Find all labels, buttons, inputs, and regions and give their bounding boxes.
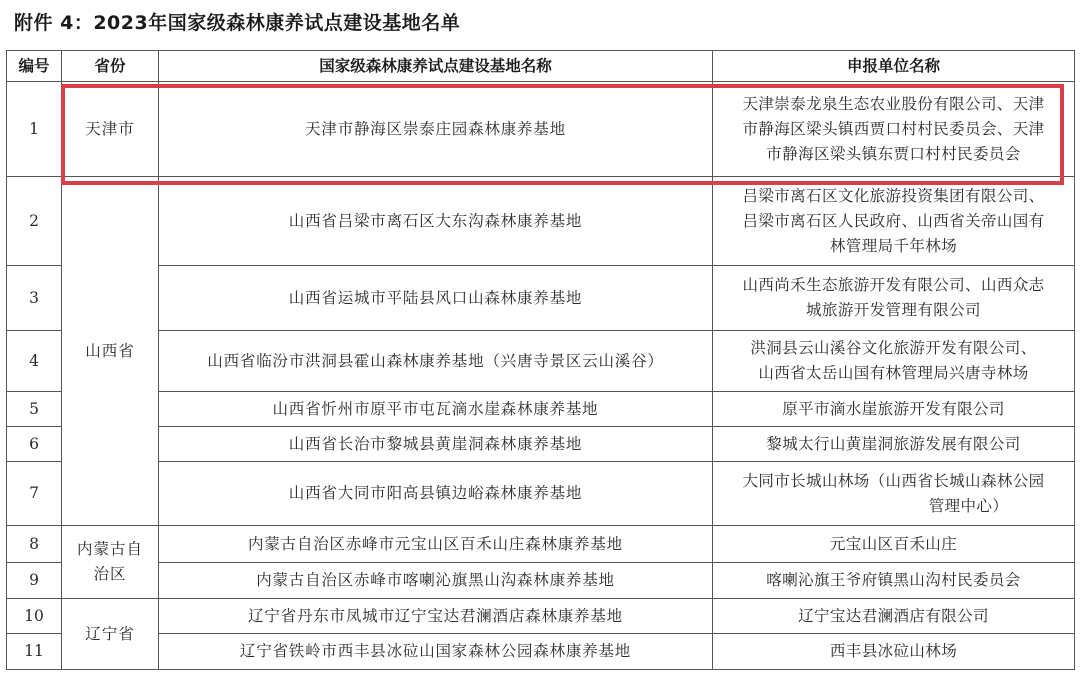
applicant-line: 林管理局千年林场	[829, 236, 958, 255]
row-base-name: 山西省吕梁市离石区大东沟森林康养基地	[159, 177, 713, 266]
row-applicant	[713, 526, 1075, 563]
applicant-line: 山西尚禾生态旅游开发有限公司、山西众志	[742, 276, 1045, 294]
row-base-name: 天津市静海区崇泰庄园森林康养基地	[159, 82, 713, 177]
row-base-name: 山西省临汾市洪洞县霍山森林康养基地（兴唐寺景区云山溪谷）	[159, 331, 713, 392]
row-province: 山西省	[62, 177, 159, 526]
row-applicant	[713, 427, 1075, 462]
table-row	[7, 427, 1075, 462]
table-header-row	[7, 51, 1075, 82]
row-num: 3	[7, 266, 62, 331]
row-base-name: 辽宁省丹东市凤城市辽宁宝达君澜酒店森林康养基地	[159, 599, 713, 634]
header-num: 编号	[7, 51, 62, 82]
header-applicant: 申报单位名称	[713, 51, 1075, 82]
province-line: 内蒙古自	[76, 540, 143, 558]
row-base-name: 山西省运城市平陆县风口山森林康养基地	[159, 266, 713, 331]
row-num: 10	[7, 599, 62, 634]
row-province	[62, 526, 159, 599]
row-num: 4	[7, 331, 62, 392]
header-province: 省份	[62, 51, 159, 82]
applicant-line: 辽宁宝达君澜酒店有限公司	[798, 606, 989, 625]
row-num: 11	[7, 634, 62, 670]
base-list-table	[6, 50, 1075, 670]
row-applicant	[713, 331, 1075, 392]
applicant-line: 天津崇泰龙泉生态农业股份有限公司、天津	[742, 94, 1045, 113]
applicant-line: 市静海区梁头镇西贾口村村民委员会、天津	[742, 119, 1045, 138]
row-num: 5	[7, 392, 62, 427]
applicant-line: 喀喇沁旗王爷府镇黑山沟村民委员会	[766, 571, 1021, 589]
row-applicant	[713, 599, 1075, 634]
table-row	[7, 634, 1075, 670]
table-row	[7, 266, 1075, 331]
row-applicant	[713, 634, 1075, 670]
applicant-line: 城旅游开发管理有限公司	[806, 301, 981, 319]
row-num: 7	[7, 462, 62, 526]
applicant-line: 洪洞县云山溪谷文化旅游开发有限公司、	[750, 339, 1037, 357]
province-line: 治区	[93, 565, 127, 583]
table-row	[7, 331, 1075, 392]
table-row	[7, 563, 1075, 599]
applicant-line: 元宝山区百禾山庄	[829, 534, 958, 553]
row-base-name: 辽宁省铁岭市西丰县冰砬山国家森林公园森林康养基地	[159, 634, 713, 670]
applicant-line: 吕梁市离石区文化旅游投资集团有限公司、	[742, 186, 1045, 205]
table-row	[7, 82, 1075, 177]
document-title: 附件 4：2023年国家级森林康养试点建设基地名单	[14, 12, 461, 34]
row-num: 6	[7, 427, 62, 462]
row-num: 1	[7, 82, 62, 177]
row-applicant	[713, 563, 1075, 599]
table-row	[7, 462, 1075, 526]
row-applicant	[713, 462, 1075, 526]
row-province: 天津市	[62, 82, 159, 177]
row-num: 2	[7, 177, 62, 266]
table-row	[7, 177, 1075, 266]
applicant-line: 原平市滴水崖旅游开发有限公司	[782, 399, 1005, 418]
table-row	[7, 526, 1075, 563]
applicant-line: 黎城太行山黄崖洞旅游发展有限公司	[766, 434, 1021, 453]
applicant-line: 西丰县冰砬山林场	[829, 642, 958, 660]
applicant-line: 管理中心）	[928, 496, 1009, 515]
applicant-line: 山西省太岳山国有林管理局兴唐寺林场	[758, 364, 1029, 382]
applicant-line: 大同市长城山林场（山西省长城山森林公园	[742, 471, 1045, 490]
applicant-line: 市静海区梁头镇东贾口村村民委员会	[766, 144, 1021, 163]
row-base-name: 内蒙古自治区赤峰市喀喇沁旗黑山沟森林康养基地	[159, 563, 713, 599]
header-base-name: 国家级森林康养试点建设基地名称	[159, 51, 713, 82]
row-applicant	[713, 177, 1075, 266]
row-base-name: 内蒙古自治区赤峰市元宝山区百禾山庄森林康养基地	[159, 526, 713, 563]
table-row	[7, 599, 1075, 634]
row-num: 8	[7, 526, 62, 563]
row-applicant	[713, 82, 1075, 177]
row-applicant	[713, 392, 1075, 427]
row-base-name: 山西省大同市阳高县镇边峪森林康养基地	[159, 462, 713, 526]
row-base-name: 山西省长治市黎城县黄崖洞森林康养基地	[159, 427, 713, 462]
table-row	[7, 392, 1075, 427]
row-num: 9	[7, 563, 62, 599]
row-base-name: 山西省忻州市原平市屯瓦滴水崖森林康养基地	[159, 392, 713, 427]
applicant-line: 吕梁市离石区人民政府、山西省关帝山国有	[742, 211, 1045, 230]
row-province: 辽宁省	[62, 599, 159, 670]
row-applicant	[713, 266, 1075, 331]
